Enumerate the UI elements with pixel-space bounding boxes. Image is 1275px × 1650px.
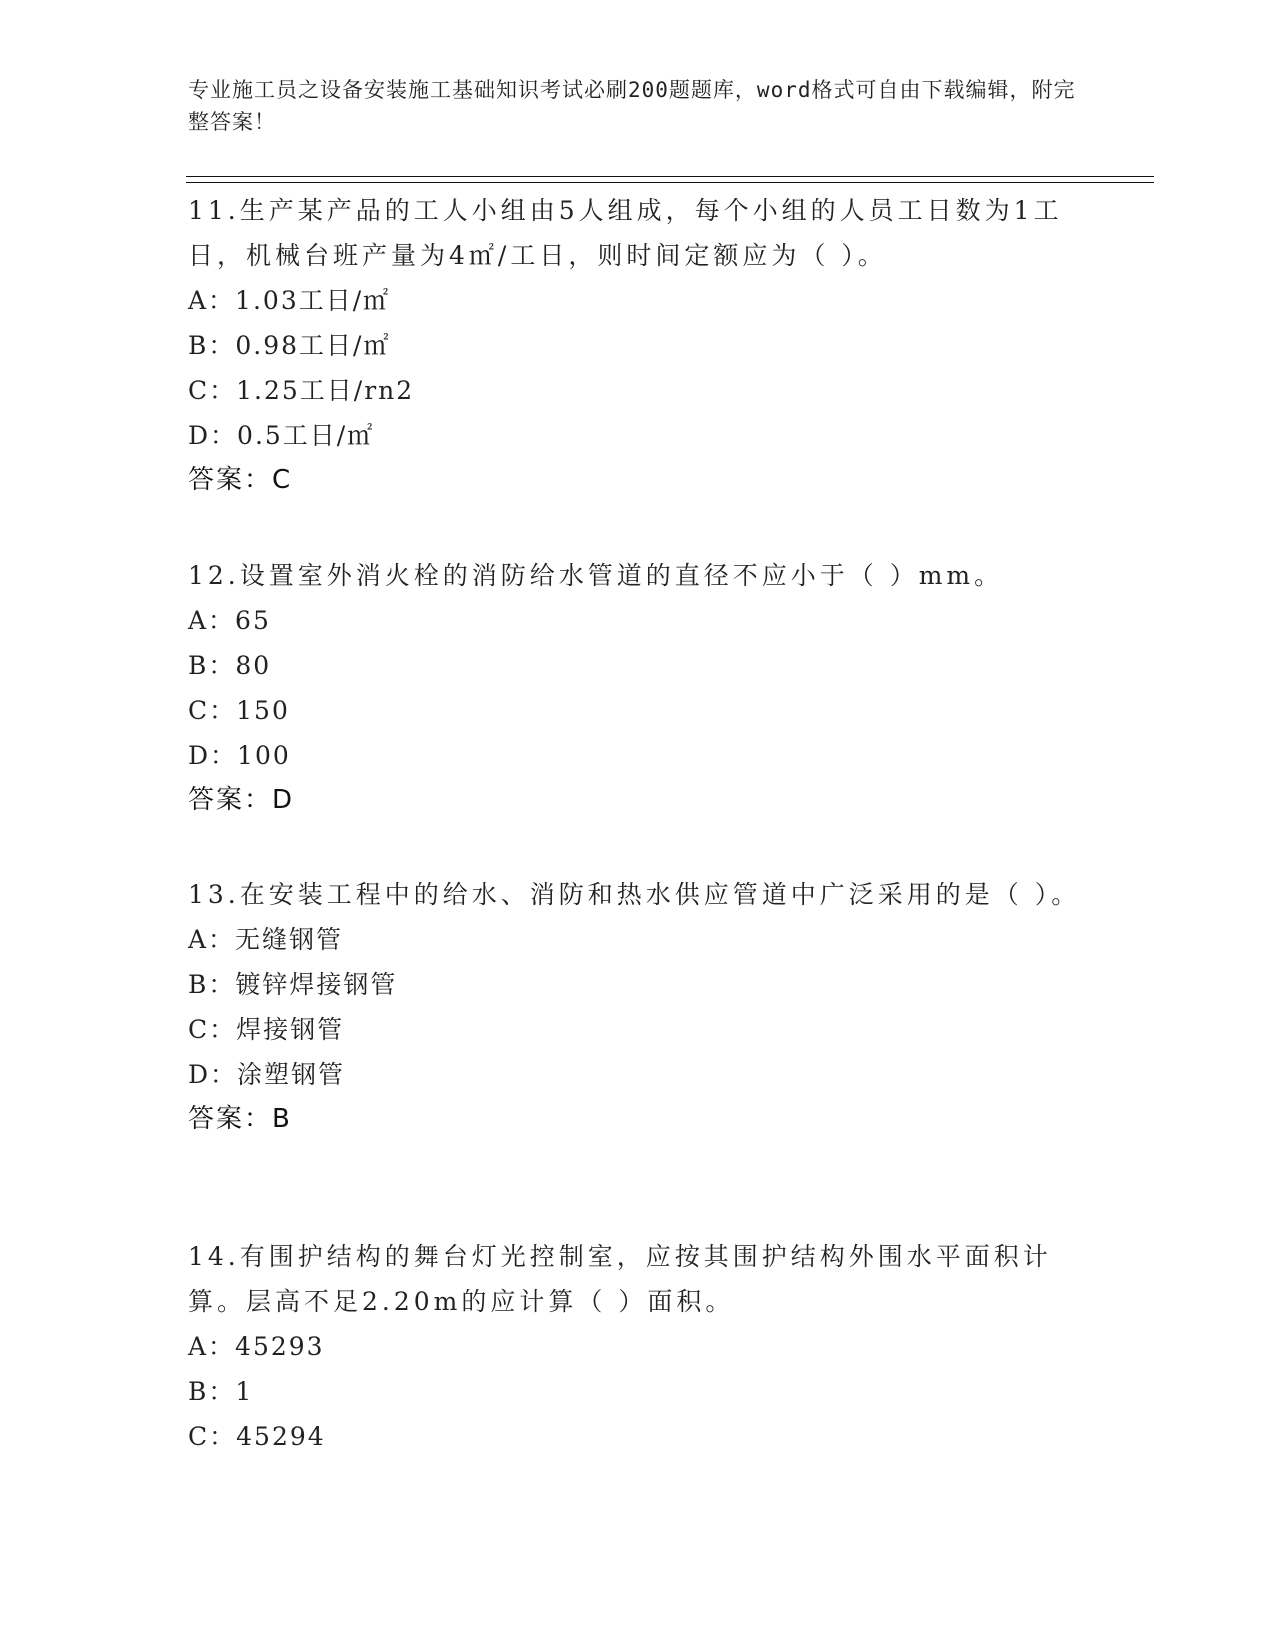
question-stem: 13.在安装工程中的给水、消防和热水供应管道中广泛采用的是（ ）。	[188, 880, 1081, 909]
document-header: 专业施工员之设备安装施工基础知识考试必刷200题题库，word格式可自由下载编辑，附完整答案！	[188, 78, 1076, 134]
option-c: C：1.25工日/rn2	[188, 376, 415, 405]
option-a: A：无缝钢管	[188, 925, 344, 954]
option-b: B：0.98工日/㎡	[188, 331, 391, 360]
option-a: A：45293	[188, 1332, 325, 1361]
option-b: B：1	[188, 1377, 254, 1406]
option-a: A：1.03工日/㎡	[188, 286, 391, 315]
question-12	[188, 553, 1088, 823]
option-c: C：45294	[188, 1422, 326, 1451]
answer-line: 答案：C	[188, 465, 293, 495]
answer-line: 答案：B	[188, 1104, 292, 1134]
option-d: D：0.5工日/㎡	[188, 421, 375, 450]
option-a: A：65	[188, 606, 271, 635]
option-c: C：150	[188, 696, 290, 725]
question-14	[188, 1234, 1088, 1459]
question-stem: 11.生产某产品的工人小组由5人组成，每个小组的人员工日数为1工日，机械台班产量为4㎡/工日，则时间定额应为（ ）。	[188, 196, 1063, 270]
question-stem: 12.设置室外消火栓的消防给水管道的直径不应小于（ ）mm。	[188, 561, 1004, 590]
answer-line: 答案：D	[188, 785, 295, 815]
option-c: C：焊接钢管	[188, 1015, 345, 1044]
header-rule-bottom	[186, 182, 1154, 183]
option-b: B：镀锌焊接钢管	[188, 970, 398, 999]
header-rule-top	[186, 176, 1154, 177]
question-11	[188, 188, 1088, 503]
option-d: D：100	[188, 741, 291, 770]
question-13	[188, 872, 1088, 1142]
question-stem: 14.有围护结构的舞台灯光控制室，应按其围护结构外围水平面积计算。层高不足2.20m的应计算（ ）面积。	[188, 1242, 1052, 1316]
option-b: B：80	[188, 651, 272, 680]
option-d: D：涂塑钢管	[188, 1060, 346, 1089]
